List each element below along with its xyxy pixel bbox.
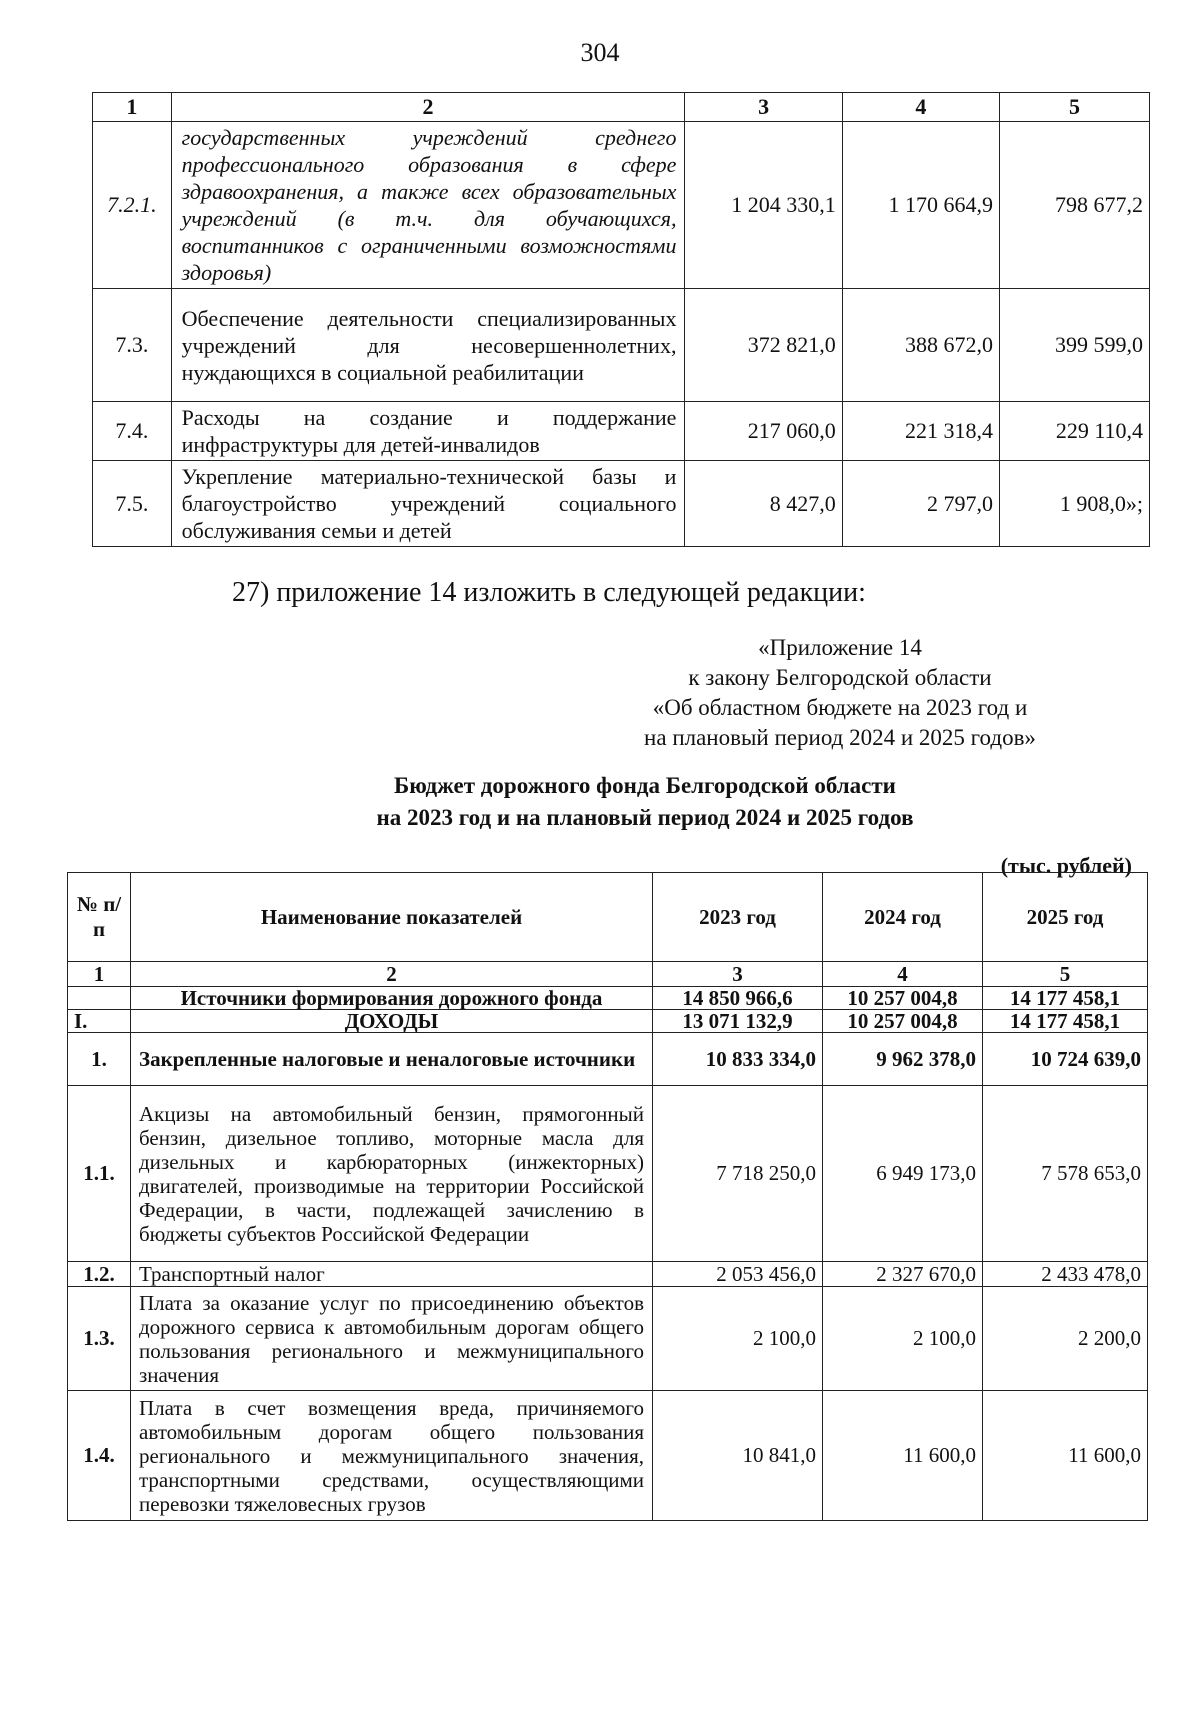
table-header-row [93,93,1150,122]
row-number: 7.5. [93,461,172,547]
value-col5: 1 908,0»; [1000,461,1150,547]
row-name: Закрепленные налоговые и неналоговые источники [131,1033,653,1086]
table-row [68,1010,1148,1033]
index-cell: 4 [823,962,983,987]
table-row [68,1033,1148,1086]
value-2023: 7 718 250,0 [653,1086,823,1262]
row-name: Транспортный налог [131,1262,653,1287]
value-2025: 2 200,0 [983,1287,1148,1391]
table-row [68,1391,1148,1521]
value-2023: 10 841,0 [653,1391,823,1521]
header-2024: 2024 год [823,873,983,962]
index-cell: 3 [653,962,823,987]
unit-label: (тыс. рублей) [1000,853,1132,878]
table-row [93,402,1150,461]
value-col3: 1 204 330,1 [685,122,842,289]
value-2024: 10 257 004,8 [823,987,983,1010]
amendment-paragraph: 27) приложение 14 изложить в следующей редакции: [232,577,866,608]
row-number: 7.4. [93,402,172,461]
value-2024: 2 327 670,0 [823,1262,983,1287]
row-number: 1.4. [68,1391,131,1521]
row-number: 1.3. [68,1287,131,1391]
row-number: 1.2. [68,1262,131,1287]
value-col4: 2 797,0 [842,461,999,547]
value-2025: 14 177 458,1 [983,987,1148,1010]
value-col5: 798 677,2 [1000,122,1150,289]
header-cell: 2 [171,93,685,122]
table-row [93,122,1150,289]
header-cell: 1 [93,93,172,122]
table-row [68,987,1148,1010]
document-title [240,770,1050,834]
value-2024: 6 949 173,0 [823,1086,983,1262]
value-2024: 9 962 378,0 [823,1033,983,1086]
title-line: Бюджет дорожного фонда Белгородской области [394,773,896,798]
row-name: ДОХОДЫ [131,1010,653,1033]
header-2023: 2023 год [653,873,823,962]
header-cell: 5 [1000,93,1150,122]
value-2025: 7 578 653,0 [983,1086,1148,1262]
table-row [93,461,1150,547]
value-col4: 1 170 664,9 [842,122,999,289]
column-index-row [68,962,1148,987]
annex-line: к закону Белгородской области [688,665,992,690]
value-2025: 14 177 458,1 [983,1010,1148,1033]
table-row [68,1287,1148,1391]
value-col4: 388 672,0 [842,289,999,402]
continuation-table [92,92,1150,547]
value-2025: 11 600,0 [983,1391,1148,1521]
index-cell: 2 [131,962,653,987]
value-col3: 372 821,0 [685,289,842,402]
annex-line: «Об областном бюджете на 2023 год и [652,695,1028,720]
row-name: Плата в счет возмещения вреда, причиняемого автомобильным дорогам общего пользования регионального и межмуниципального значения, транспортными средствами, осуществляющими перевозки тяжеловесных грузов [131,1391,653,1521]
value-2023: 14 850 966,6 [653,987,823,1010]
row-name: Расходы на создание и поддержание инфраструктуры для детей-инвалидов [171,402,685,461]
value-2023: 2 100,0 [653,1287,823,1391]
value-2025: 10 724 639,0 [983,1033,1148,1086]
table-row [68,1086,1148,1262]
row-name: Плата за оказание услуг по присоединению объектов дорожного сервиса к автомобильным дорогам общего пользования регионального и межмуниципального значения [131,1287,653,1391]
value-col5: 399 599,0 [1000,289,1150,402]
annex-heading [600,633,1080,753]
header-cell: 4 [842,93,999,122]
row-number: 7.3. [93,289,172,402]
row-number: 1.1. [68,1086,131,1262]
value-col3: 8 427,0 [685,461,842,547]
value-col3: 217 060,0 [685,402,842,461]
value-2024: 2 100,0 [823,1287,983,1391]
row-number: 7.2.1. [93,122,172,289]
row-number [68,987,131,1010]
value-2023: 2 053 456,0 [653,1262,823,1287]
row-name: Акцизы на автомобильный бензин, прямогонный бензин, дизельное топливо, моторные масла для дизельных и карбюраторных (инжекторных) двигателей, производимые на территории Российской Федерации, в части, подлежащей зачислению в бюджеты субъектов Российской Федерации [131,1086,653,1262]
header-num: № п/п [68,873,131,962]
value-2025: 2 433 478,0 [983,1262,1148,1287]
value-2024: 11 600,0 [823,1391,983,1521]
index-cell: 1 [68,962,131,987]
annex-line: на плановый период 2024 и 2025 годов» [644,725,1036,750]
header-2025: 2025 год [983,873,1148,962]
row-number: 1. [68,1033,131,1086]
page-number: 304 [580,38,620,67]
annex-line: «Приложение 14 [758,635,922,660]
index-cell: 5 [983,962,1148,987]
row-name: Укрепление материально-технической базы и благоустройство учреждений социального обслуживания семьи и детей [171,461,685,547]
row-name: Источники формирования дорожного фонда [131,987,653,1010]
row-name: государственных учреждений среднего профессионального образования в сфере здравоохранения, а также всех образовательных учреждений (в т.ч. для обучающихся, воспитанников с ограниченными возможностями здоровья) [171,122,685,289]
value-2024: 10 257 004,8 [823,1010,983,1033]
title-line: на 2023 год и на плановый период 2024 и 2025 годов [376,805,914,830]
table-row [68,1262,1148,1287]
header-cell: 3 [685,93,842,122]
road-fund-table [67,872,1148,1521]
row-number: I. [68,1010,131,1033]
header-name: Наименование показателей [131,873,653,962]
value-2023: 10 833 334,0 [653,1033,823,1086]
table-row [93,289,1150,402]
value-col4: 221 318,4 [842,402,999,461]
value-2023: 13 071 132,9 [653,1010,823,1033]
row-name: Обеспечение деятельности специализированных учреждений для несовершеннолетних, нуждающихся в социальной реабилитации [171,289,685,402]
table-header-row [68,873,1148,962]
value-col5: 229 110,4 [1000,402,1150,461]
